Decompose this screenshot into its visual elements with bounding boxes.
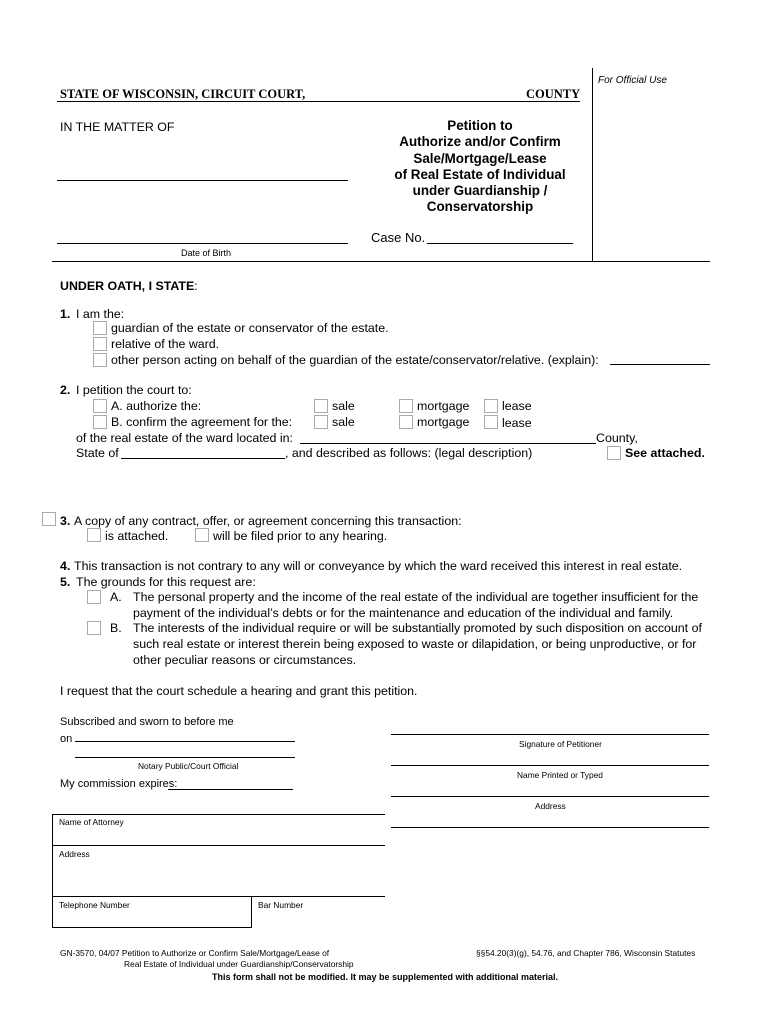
under-oath-heading [60, 278, 198, 294]
form-id-line: GN-3570, 04/07 Petition to Authorize or Confirm Sale/Mortgage/Lease of [60, 948, 330, 958]
petitioner-name-line[interactable] [391, 765, 709, 766]
see-attached-label: See attached. [625, 446, 705, 460]
item-4-number: 4. [60, 559, 71, 573]
relative-option-label: relative of the ward. [111, 337, 220, 351]
item-5-number: 5. [60, 575, 71, 589]
form-title [360, 118, 600, 216]
item-1-intro: I am the: [76, 307, 125, 321]
confirm-checkbox[interactable] [93, 415, 107, 429]
authorize-lease-checkbox[interactable] [484, 399, 498, 413]
commission-expires-line[interactable] [168, 789, 293, 790]
title-line: Authorize and/or Confirm [399, 134, 561, 150]
attorney-telephone-label: Telephone Number [59, 900, 130, 910]
confirm-mortgage-checkbox[interactable] [399, 415, 413, 429]
ground-b-text-line: other peculiar reasons or circumstances. [133, 653, 357, 667]
state-of-label: State of [76, 446, 119, 460]
relative-checkbox[interactable] [93, 337, 107, 351]
petitioner-address-label: Address [535, 801, 566, 811]
item-3-text: A copy of any contract, offer, or agreement concerning this transaction: [74, 514, 462, 528]
title-line: Sale/Mortgage/Lease [413, 150, 547, 166]
case-no-label: Case No. [371, 230, 426, 245]
located-in-label: of the real estate of the ward located in: [76, 431, 293, 445]
other-person-checkbox[interactable] [93, 353, 107, 367]
ground-b-checkbox[interactable] [87, 621, 101, 635]
petitioner-address-line-2[interactable] [391, 827, 709, 828]
ground-b-text-line: such real estate or interest therein being exposed to waste or dilapidation, or being unproductive, or for [133, 637, 697, 651]
court-heading: STATE OF WISCONSIN, CIRCUIT COURT, [60, 87, 306, 101]
commission-expires-label: My commission expires: [60, 778, 178, 790]
petitioner-signature-line[interactable] [391, 734, 709, 735]
attorney-address-label: Address [59, 849, 90, 859]
statute-reference: §§54.20(3)(g), 54.76, and Chapter 786, Wisconsin Statutes [476, 948, 696, 958]
legal-description-label: , and described as follows: (legal description) [285, 446, 533, 460]
is-attached-label: is attached. [105, 529, 169, 543]
confirm-lease-checkbox[interactable] [484, 415, 498, 429]
request-statement: I request that the court schedule a hearing and grant this petition. [60, 684, 418, 698]
ground-a-checkbox[interactable] [87, 590, 101, 604]
state-line[interactable] [121, 458, 285, 459]
petitioner-signature-label: Signature of Petitioner [519, 739, 602, 749]
copy-of-contract-checkbox[interactable] [42, 512, 56, 526]
in-the-matter-label: IN THE MATTER OF [60, 120, 175, 134]
confirm-label: B. confirm the agreement for the: [111, 415, 293, 429]
item-3-number: 3. [60, 514, 71, 528]
title-line: Petition to [447, 118, 513, 133]
authorize-sale-label: sale [332, 399, 355, 413]
explain-line[interactable] [610, 364, 710, 365]
form-id-line-2: Real Estate of Individual under Guardianship/Conservatorship [124, 959, 354, 969]
header-bottom-rule [52, 261, 710, 262]
ground-a-text-line: payment of the individual’s debts or for the maintenance and education of the individual and family. [133, 606, 674, 620]
guardian-checkbox[interactable] [93, 321, 107, 335]
attorney-box-divider [52, 845, 385, 846]
under-oath-colon: : [194, 279, 198, 293]
title-line: Conservatorship [426, 199, 534, 215]
modification-notice: This form shall not be modified. It may be supplemented with additional material. [211, 972, 559, 982]
confirm-lease-label: lease [502, 416, 532, 430]
item-1-number: 1. [60, 307, 71, 321]
other-person-option-label: other person acting on behalf of the guardian of the estate/conservator/relative. (explain): [111, 353, 599, 367]
sworn-date-line[interactable] [75, 741, 295, 742]
date-of-birth-line[interactable] [57, 243, 348, 244]
authorize-mortgage-label: mortgage [417, 399, 470, 413]
official-use-label: For Official Use [598, 75, 667, 86]
notary-label: Notary Public/Court Official [138, 761, 239, 771]
authorize-checkbox[interactable] [93, 399, 107, 413]
ground-b-text-line: The interests of the individual require or will be substantially promoted by such disposition on account of [133, 621, 702, 635]
confirm-sale-checkbox[interactable] [314, 415, 328, 429]
ward-name-line[interactable] [57, 180, 348, 181]
confirm-mortgage-label: mortgage [417, 415, 470, 429]
item-2-intro: I petition the court to: [76, 383, 192, 397]
will-be-filed-checkbox[interactable] [195, 528, 209, 542]
case-no-line[interactable] [427, 243, 573, 244]
county-suffix-label: County, [596, 431, 638, 445]
court-county-line[interactable] [57, 101, 580, 102]
attorney-box-left [52, 814, 53, 927]
authorize-sale-checkbox[interactable] [314, 399, 328, 413]
will-be-filed-label: will be filed prior to any hearing. [213, 529, 388, 543]
see-attached-checkbox[interactable] [607, 446, 621, 460]
date-of-birth-label: Date of Birth [181, 248, 232, 258]
attorney-bar-number-label: Bar Number [258, 900, 304, 910]
sworn-on-label: on [60, 733, 73, 745]
title-line: of Real Estate of Individual [394, 166, 566, 182]
authorize-mortgage-checkbox[interactable] [399, 399, 413, 413]
ground-b-letter: B. [110, 621, 122, 635]
authorize-label: A. authorize the: [111, 399, 202, 413]
county-location-line[interactable] [300, 443, 596, 444]
county-heading: COUNTY [526, 87, 581, 101]
ground-a-letter: A. [110, 590, 122, 604]
title-line: under Guardianship / [412, 183, 548, 199]
under-oath-text: UNDER OATH, I STATE [60, 279, 195, 293]
petitioner-name-label: Name Printed or Typed [517, 770, 603, 780]
ground-a-text-line: The personal property and the income of the real estate of the individual are together insufficient for the [133, 590, 699, 604]
attorney-box-cell-divider [251, 896, 252, 927]
item-4-text: This transaction is not contrary to any will or conveyance by which the ward received this interest in real estate. [74, 559, 683, 573]
attorney-box-bottom [52, 927, 252, 928]
attorney-name-label: Name of Attorney [59, 817, 124, 827]
confirm-sale-label: sale [332, 415, 355, 429]
petitioner-address-line[interactable] [391, 796, 709, 797]
item-5-intro: The grounds for this request are: [76, 575, 256, 589]
item-2-number: 2. [60, 383, 71, 397]
is-attached-checkbox[interactable] [87, 528, 101, 542]
guardian-option-label: guardian of the estate or conservator of the estate. [111, 321, 389, 335]
authorize-lease-label: lease [502, 399, 532, 413]
subscribed-label: Subscribed and sworn to before me [60, 716, 234, 728]
